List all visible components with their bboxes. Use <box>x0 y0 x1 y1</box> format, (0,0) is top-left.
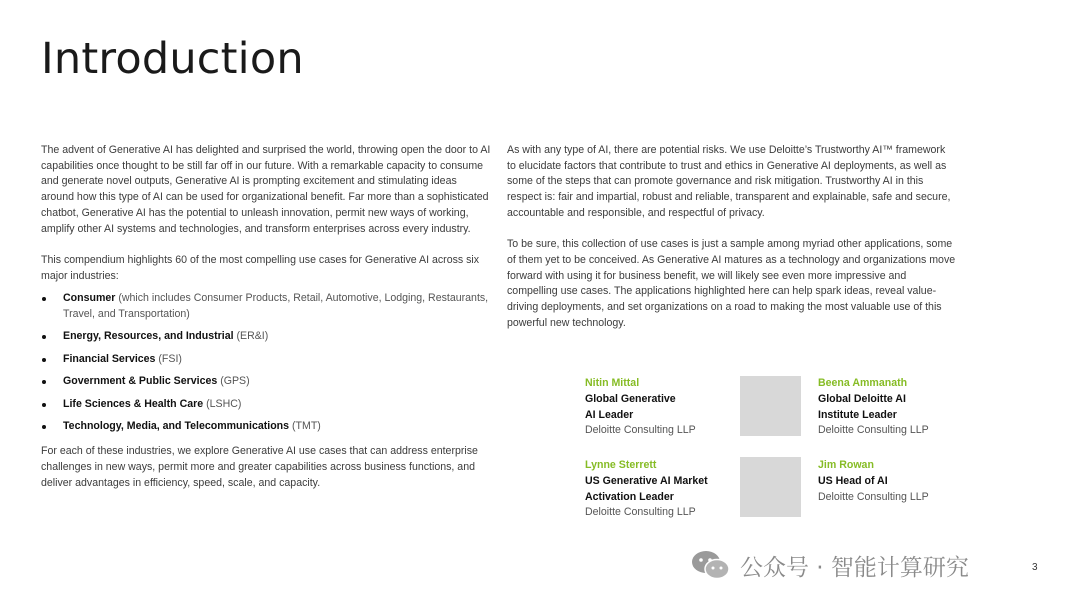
leader-role: US Head of AI <box>818 474 888 487</box>
leader-org: Deloitte Consulting LLP <box>585 424 696 437</box>
list-item <box>41 419 491 435</box>
left-column <box>41 143 491 491</box>
watermark <box>690 548 969 582</box>
risks-paragraph: As with any type of AI, there are potential risks. We use Deloitte’s Trustworthy AI™ framework to elucidate factors that contribute to trust and ethics in Generative AI deployments, as well as some of the steps that can promote governance and risk mitigation. Trustworthy AI in this respect is: fair and impartial, robust and reliable, transparent and explainable, safe and secure, accountable and responsible, and respectful of privacy. <box>507 144 951 219</box>
right-column <box>507 143 957 331</box>
leader-name: Lynne Sterrett <box>585 459 657 471</box>
industry-name: Life Sciences & Health Care <box>63 397 204 410</box>
leader-role: AI Leader <box>585 408 634 421</box>
leader-card <box>585 376 696 439</box>
leader-org: Deloitte Consulting LLP <box>585 506 696 519</box>
page-number: 3 <box>1032 562 1038 573</box>
industry-detail: (GPS) <box>217 375 250 388</box>
industry-name: Technology, Media, and Telecommunications <box>63 420 290 433</box>
leader-role: Institute Leader <box>818 408 897 421</box>
industry-detail: (FSI) <box>155 352 182 365</box>
list-item <box>41 291 491 322</box>
leader-card <box>818 458 929 505</box>
industry-detail: (LSHC) <box>203 397 242 410</box>
leader-name: Nitin Mittal <box>585 377 640 389</box>
industry-detail: (TMT) <box>289 420 321 433</box>
leader-name: Jim Rowan <box>818 459 874 471</box>
industry-detail: (which includes Consumer Products, Retail, Automotive, Lodging, Restaurants, Travel, and Transportation) <box>63 292 489 320</box>
industry-name: Government & Public Services <box>63 375 218 388</box>
leader-org: Deloitte Consulting LLP <box>818 424 929 437</box>
industry-name: Energy, Resources, and Industrial <box>63 330 234 343</box>
leader-role: Global Deloitte AI <box>818 392 906 405</box>
list-item <box>41 329 491 345</box>
list-item <box>41 397 491 413</box>
leader-photo-placeholder <box>740 376 801 436</box>
leader-photo-placeholder <box>740 457 801 517</box>
industry-name: Consumer <box>63 292 116 305</box>
leaders-section <box>585 376 1005 526</box>
leader-name: Beena Ammanath <box>818 377 908 389</box>
leader-role: Global Generative <box>585 392 676 405</box>
leader-role: US Generative AI Market <box>585 474 708 487</box>
compendium-paragraph: This compendium highlights 60 of the most compelling use cases for Generative AI across six major industries: <box>41 253 480 282</box>
page-title: Introduction <box>41 34 304 84</box>
leader-org: Deloitte Consulting LLP <box>818 490 929 503</box>
leader-card <box>818 376 929 439</box>
list-item <box>41 374 491 390</box>
industry-list <box>41 291 491 435</box>
industry-detail: (ER&I) <box>233 330 269 343</box>
industry-name: Financial Services <box>63 352 156 365</box>
leader-role: Activation Leader <box>585 490 674 503</box>
list-item <box>41 352 491 368</box>
intro-paragraph: The advent of Generative AI has delighted and surprised the world, throwing open the door to AI capabilities once thought to be still far off in our future. With a remarkable capacity to consume and generate novel outputs, Generative AI is prompting excitement and stimulating ideas around how this type of AI can be used for organizational benefit. Far more than a sophisticated chatbot, Generative AI has the potential to unleash innovation, permit new ways of working, amplify other AI systems and technologies, and transform enterprises across every industry. <box>41 144 491 235</box>
wechat-icon <box>690 549 732 581</box>
leader-card <box>585 458 708 521</box>
industries-paragraph: For each of these industries, we explore Generative AI use cases that can address enterprise challenges in new ways, permit more and greater capabilities across business functions, and deliver advantages in efficiency, speed, scale, and capacity. <box>41 445 478 489</box>
watermark-text: 公众号 · 智能计算研究 <box>740 554 969 581</box>
sample-paragraph: To be sure, this collection of use cases is just a sample among myriad other applications, some of them yet to be conceived. As Generative AI matures as a technology and organizations move forward with using it for business benefit, we will likely see even more impressive and compelling use cases. The applications highlighted here can help spark ideas, reveal value-driving deployments, and set organizations on a road to making the most valuable use of this powerful new technology. <box>507 238 956 329</box>
